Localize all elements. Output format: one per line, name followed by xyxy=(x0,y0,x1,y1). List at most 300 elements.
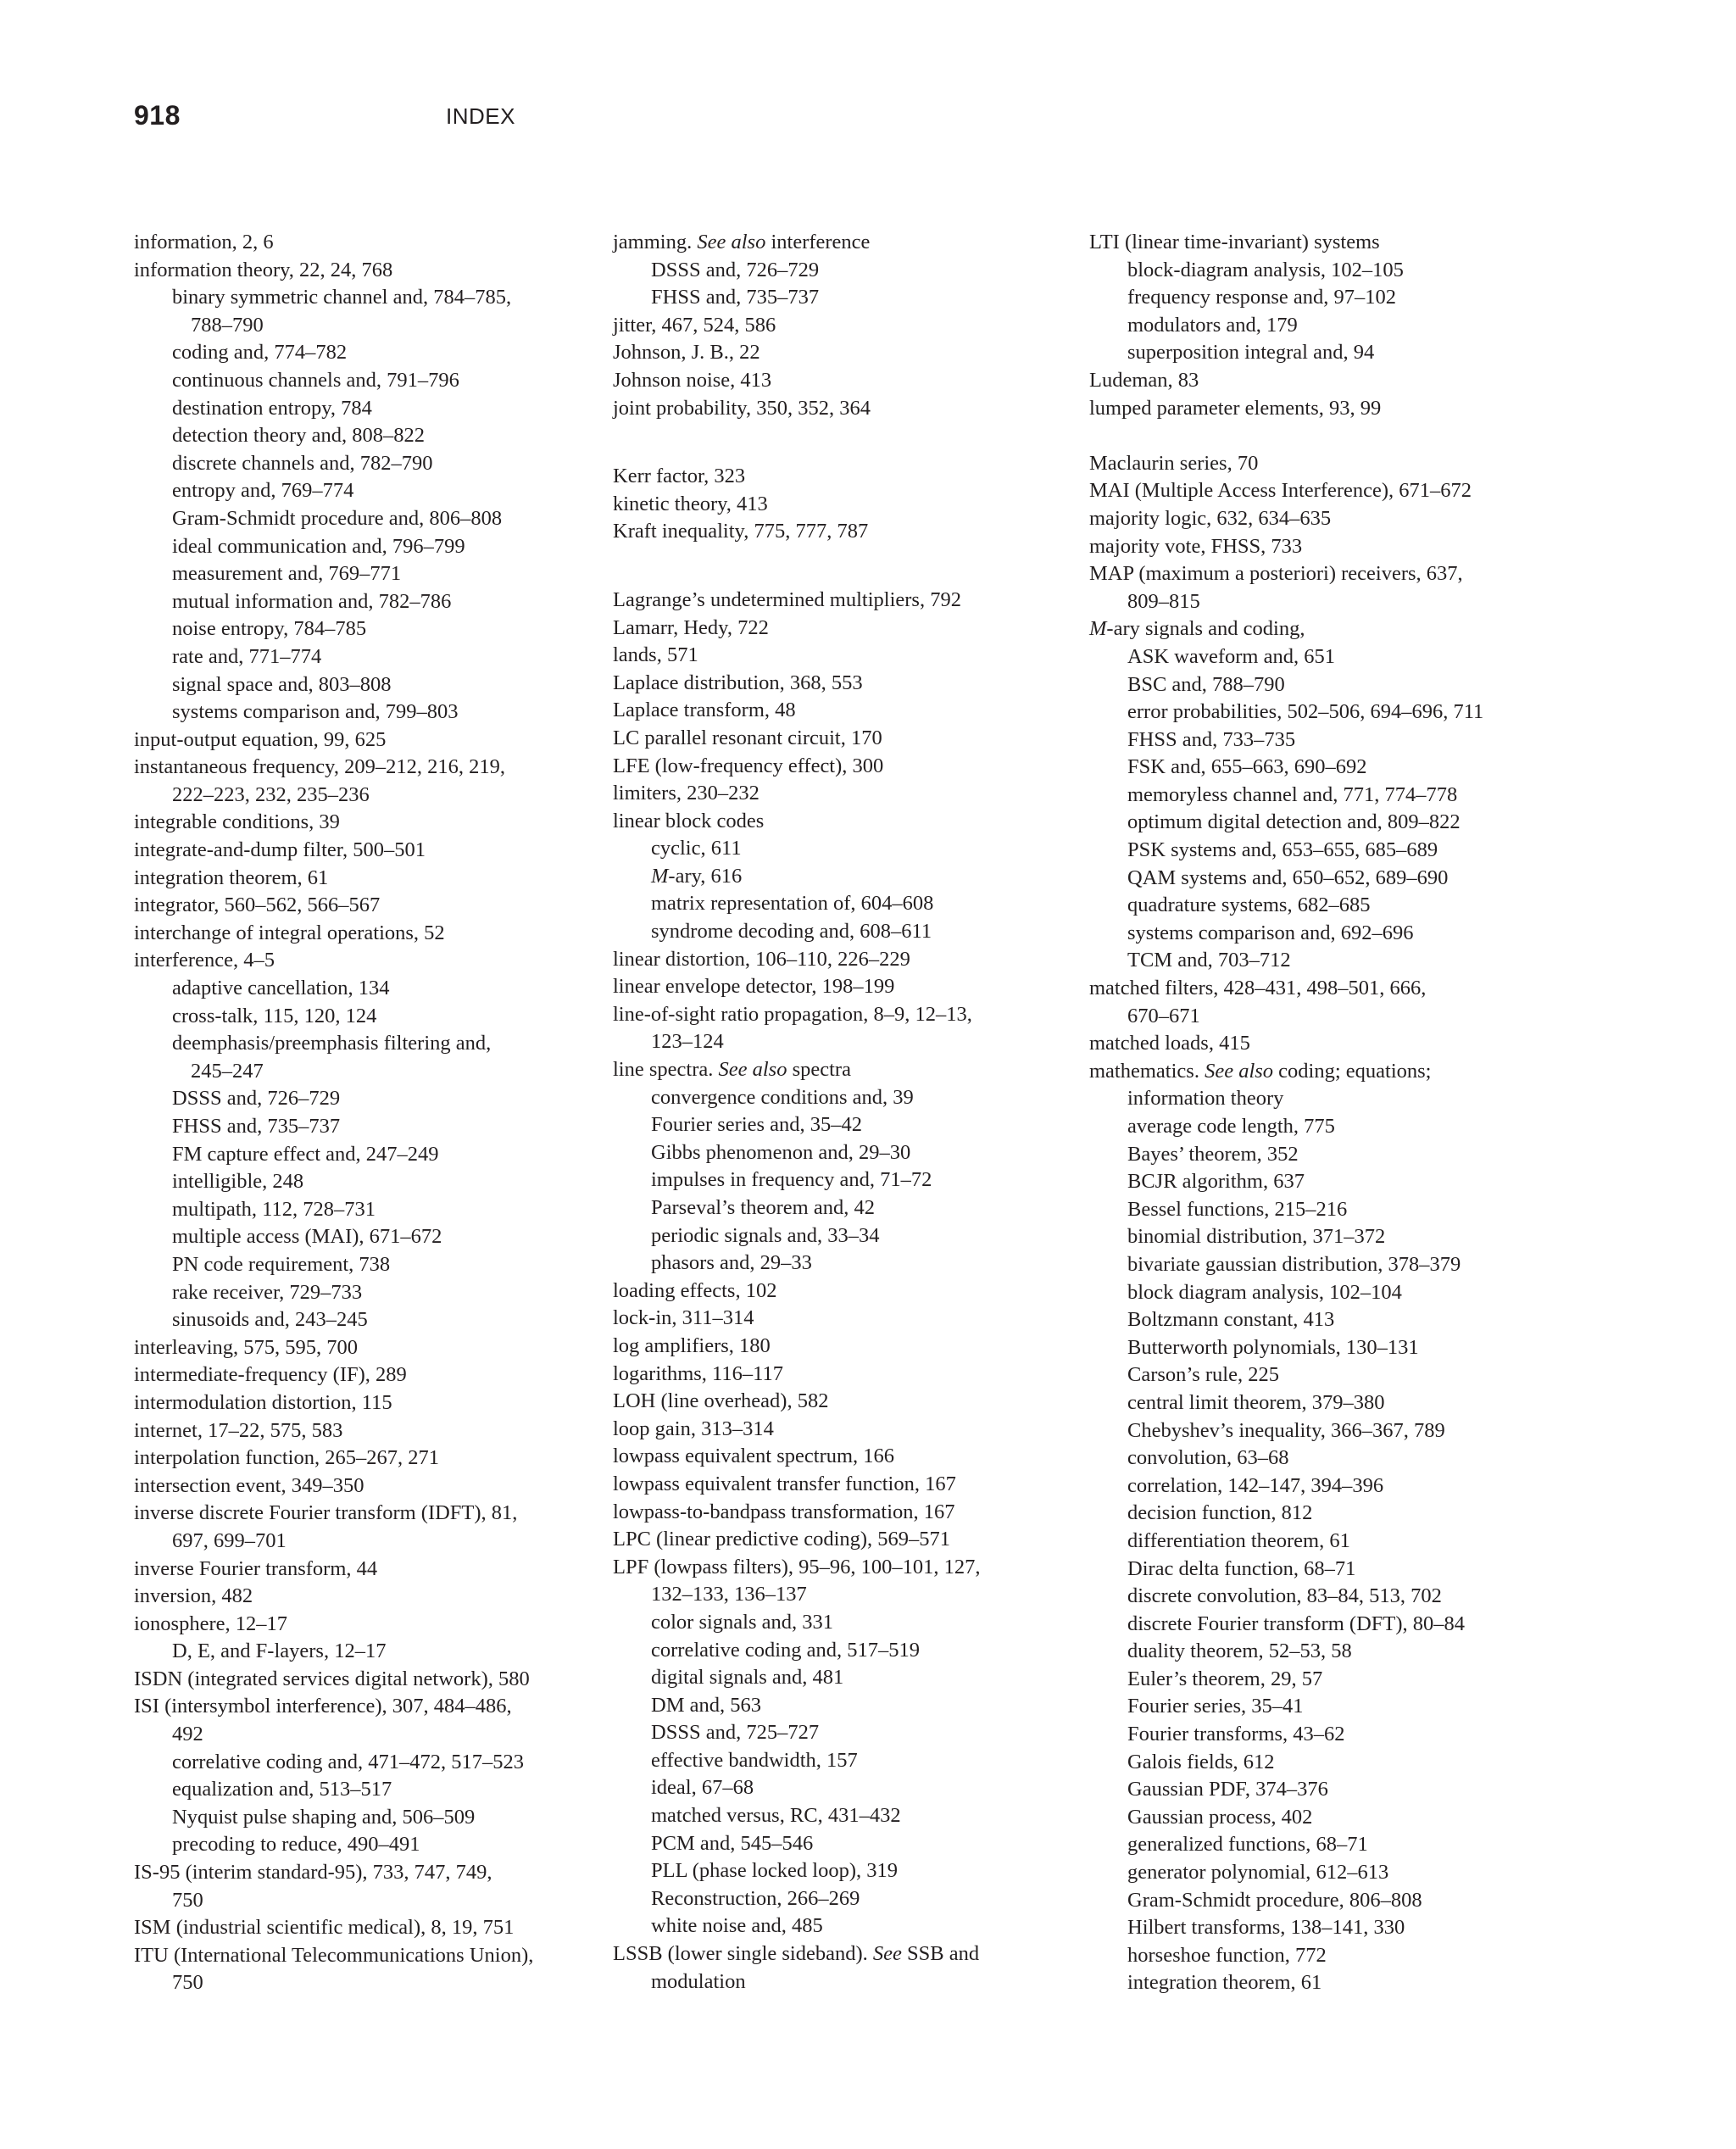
entry-text: DM and, 563 xyxy=(651,1693,761,1717)
index-subentry xyxy=(613,257,1071,285)
index-entry xyxy=(613,697,1071,725)
entry-text: intelligible, 248 xyxy=(172,1170,304,1194)
index-entry xyxy=(134,1361,592,1389)
index-subentry xyxy=(1089,1914,1598,1942)
entry-text: mathematics. xyxy=(1089,1059,1205,1083)
index-subentry xyxy=(613,1222,1071,1250)
entry-text: error probabilities, 502–506, 694–696, 711 xyxy=(1127,700,1484,724)
index-subentry xyxy=(1089,1776,1598,1804)
entry-text: deemphasis/preemphasis filtering and, xyxy=(172,1032,492,1055)
index-entry xyxy=(613,491,1071,519)
entry-text: LOH (line overhead), 582 xyxy=(613,1389,829,1413)
index-subentry xyxy=(134,450,592,478)
entry-continuation: 809–815 xyxy=(1127,589,1200,613)
index-entry xyxy=(134,1556,592,1584)
index-subentry xyxy=(134,1749,592,1777)
entry-text: PN code requirement, 738 xyxy=(172,1252,391,1276)
index-entry xyxy=(613,1056,1071,1084)
index-subentry xyxy=(134,1141,592,1169)
entry-text: loading effects, 102 xyxy=(613,1278,777,1302)
entry-text: periodic signals and, 33–34 xyxy=(651,1223,880,1247)
entry-text: color signals and, 331 xyxy=(651,1610,834,1634)
entry-continuation: modulation xyxy=(651,1969,746,1993)
index-entry xyxy=(134,892,592,920)
index-entry xyxy=(613,312,1071,340)
index-subentry xyxy=(1089,754,1598,782)
entry-text: block diagram analysis, 102–104 xyxy=(1127,1280,1402,1304)
index-subentry xyxy=(134,367,592,395)
index-entry xyxy=(134,754,592,809)
index-entry xyxy=(613,518,1071,546)
entry-text: integration theorem, 61 xyxy=(134,866,329,889)
entry-text: discrete convolution, 83–84, 513, 702 xyxy=(1127,1584,1442,1608)
entry-text: correlation, 142–147, 394–396 xyxy=(1127,1473,1384,1497)
index-subentry xyxy=(1089,1196,1598,1224)
index-entry xyxy=(134,1914,592,1942)
index-subentry xyxy=(134,975,592,1003)
entry-text: interleaving, 575, 595, 700 xyxy=(134,1335,359,1359)
entry-text: ISDN (integrated services digital network), 580 xyxy=(134,1667,530,1690)
entry-text: binomial distribution, 371–372 xyxy=(1127,1225,1386,1249)
entry-text: D, E, and F-layers, 12–17 xyxy=(172,1640,387,1663)
entry-text: lowpass equivalent spectrum, 166 xyxy=(613,1445,895,1468)
index-entry xyxy=(134,1693,592,1748)
entry-continuation: 697, 699–701 xyxy=(172,1528,287,1552)
entry-text: lowpass-to-bandpass transformation, 167 xyxy=(613,1500,955,1523)
entry-text: central limit theorem, 379–380 xyxy=(1127,1390,1385,1414)
index-subentry xyxy=(613,863,1071,891)
entry-text: modulators and, 179 xyxy=(1127,313,1298,337)
index-subentry xyxy=(134,1831,592,1859)
entry-text: integration theorem, 61 xyxy=(1127,1971,1322,1995)
index-subentry xyxy=(1089,865,1598,893)
index-subentry xyxy=(1089,1942,1598,1970)
index-entry xyxy=(134,727,592,754)
index-subentry xyxy=(613,1885,1071,1913)
entry-text: precoding to reduce, 490–491 xyxy=(172,1833,420,1857)
index-subentry xyxy=(1089,892,1598,920)
entry-text: Lamarr, Hedy, 722 xyxy=(613,615,769,639)
entry-text: equalization and, 513–517 xyxy=(172,1778,392,1801)
index-subentry xyxy=(1089,1223,1598,1251)
index-entry xyxy=(613,1471,1071,1499)
entry-text: integrable conditions, 39 xyxy=(134,810,340,834)
index-subentry xyxy=(134,1804,592,1832)
index-subentry xyxy=(134,671,592,699)
entry-text: lock-in, 311–314 xyxy=(613,1306,754,1330)
index-subentry xyxy=(1089,699,1598,727)
index-subentry xyxy=(134,1196,592,1224)
entry-continuation: 670–671 xyxy=(1127,1004,1200,1027)
entry-text: correlative coding and, 517–519 xyxy=(651,1638,921,1662)
entry-text: coding and, 774–782 xyxy=(172,341,348,365)
entry-text: frequency response and, 97–102 xyxy=(1127,286,1397,309)
index-entry xyxy=(1089,229,1598,257)
index-entry xyxy=(134,1445,592,1473)
index-entry xyxy=(134,1942,592,1997)
index-entry xyxy=(613,808,1071,836)
entry-text: IS-95 (interim standard-95), 733, 747, 749, xyxy=(134,1861,492,1885)
index-entry xyxy=(134,257,592,285)
index-entry xyxy=(613,587,1071,615)
index-subentry xyxy=(1089,1666,1598,1694)
entry-continuation: 788–790 xyxy=(191,313,264,337)
entry-text: signal space and, 803–808 xyxy=(172,672,392,696)
entry-text: DSSS and, 726–729 xyxy=(651,258,820,281)
entry-text: PCM and, 545–546 xyxy=(651,1831,814,1855)
entry-text: interpolation function, 265–267, 271 xyxy=(134,1446,439,1470)
entry-text: Parseval’s theorem and, 42 xyxy=(651,1196,875,1219)
index-entry xyxy=(134,1389,592,1417)
entry-text: phasors and, 29–33 xyxy=(651,1251,812,1275)
entry-text: sinusoids and, 243–245 xyxy=(172,1308,368,1332)
entry-text: white noise and, 485 xyxy=(651,1914,823,1938)
entry-text: log amplifiers, 180 xyxy=(613,1333,771,1357)
index-entry xyxy=(1089,975,1598,1030)
entry-text: superposition integral and, 94 xyxy=(1127,341,1375,365)
entry-text: interference xyxy=(765,231,871,253)
entry-text: FHSS and, 733–735 xyxy=(1127,727,1296,751)
index-subentry xyxy=(613,1139,1071,1167)
entry-text: SSB and xyxy=(901,1942,980,1966)
entry-text: integrate-and-dump filter, 500–501 xyxy=(134,838,426,862)
entry-text: interchange of integral operations, 52 xyxy=(134,921,445,944)
entry-text: matrix representation of, 604–608 xyxy=(651,892,934,916)
entry-text: block-diagram analysis, 102–105 xyxy=(1127,258,1404,281)
index-subentry xyxy=(613,1802,1071,1830)
index-subentry xyxy=(134,339,592,367)
index-subentry xyxy=(613,1194,1071,1222)
entry-text: LFE (low-frequency effect), 300 xyxy=(613,754,884,777)
entry-text: Gaussian PDF, 374–376 xyxy=(1127,1778,1328,1801)
entry-text: instantaneous frequency, 209–212, 216, 219, xyxy=(134,755,505,779)
italic-text: See also xyxy=(718,1058,787,1082)
entry-text: effective bandwidth, 157 xyxy=(651,1748,858,1772)
entry-text: DSSS and, 726–729 xyxy=(172,1087,341,1111)
entry-text: Fourier transforms, 43–62 xyxy=(1127,1723,1345,1746)
entry-text: PSK systems and, 653–655, 685–689 xyxy=(1127,838,1438,862)
entry-text: BCJR algorithm, 637 xyxy=(1127,1170,1305,1194)
index-subentry xyxy=(1089,1141,1598,1169)
entry-text: discrete channels and, 782–790 xyxy=(172,451,433,475)
entry-text: Boltzmann constant, 413 xyxy=(1127,1308,1335,1332)
entry-text: generator polynomial, 612–613 xyxy=(1127,1861,1389,1885)
entry-text: Galois fields, 612 xyxy=(1127,1750,1275,1773)
entry-text: cross-talk, 115, 120, 124 xyxy=(172,1004,377,1027)
entry-text: coding; equations; xyxy=(1273,1059,1432,1083)
index-entry xyxy=(1089,395,1598,423)
index-entry xyxy=(1089,477,1598,505)
entry-text: adaptive cancellation, 134 xyxy=(172,977,390,1000)
entry-text: Ludeman, 83 xyxy=(1089,368,1199,392)
index-entry xyxy=(134,947,592,975)
entry-text: Bessel functions, 215–216 xyxy=(1127,1197,1348,1221)
entry-text: convergence conditions and, 39 xyxy=(651,1085,914,1109)
entry-text: intermediate-frequency (IF), 289 xyxy=(134,1363,407,1387)
index-subentry xyxy=(1089,1887,1598,1915)
index-entry xyxy=(134,865,592,893)
italic-text: See also xyxy=(1205,1059,1274,1083)
index-subentry xyxy=(134,615,592,643)
index-entry xyxy=(613,1526,1071,1554)
index-subentry xyxy=(1089,1251,1598,1279)
entry-text: horseshoe function, 772 xyxy=(1127,1943,1327,1967)
index-entry xyxy=(613,1499,1071,1527)
letter-group-gap xyxy=(1089,422,1598,450)
entry-text: Gram-Schmidt procedure and, 806–808 xyxy=(172,506,503,530)
entry-text: generalized functions, 68–71 xyxy=(1127,1833,1368,1857)
entry-text: QAM systems and, 650–652, 689–690 xyxy=(1127,866,1449,889)
index-subentry xyxy=(1089,312,1598,340)
entry-text: decision function, 812 xyxy=(1127,1501,1313,1525)
entry-text: mutual information and, 782–786 xyxy=(172,589,452,613)
entry-text: Gibbs phenomenon and, 29–30 xyxy=(651,1140,911,1164)
index-entry xyxy=(613,339,1071,367)
index-subentry xyxy=(134,395,592,423)
index-subentry xyxy=(1089,782,1598,810)
index-entry xyxy=(613,670,1071,698)
entry-text: Gaussian process, 402 xyxy=(1127,1805,1313,1829)
entry-continuation: 123–124 xyxy=(651,1030,724,1054)
entry-text: FM capture effect and, 247–249 xyxy=(172,1142,439,1166)
entry-text: binary symmetric channel and, 784–785, xyxy=(172,286,512,309)
entry-text: Lagrange’s undetermined multipliers, 792 xyxy=(613,587,961,611)
index-subentry xyxy=(1089,339,1598,367)
index-subentry xyxy=(613,1637,1071,1665)
index-subentry xyxy=(1089,1473,1598,1500)
index-subentry xyxy=(134,505,592,533)
entry-text: Bayes’ theorem, 352 xyxy=(1127,1142,1299,1166)
entry-text: measurement and, 769–771 xyxy=(172,562,402,586)
index-entry xyxy=(613,1940,1071,1996)
index-subentry xyxy=(134,1776,592,1804)
entry-text: MAP (maximum a posteriori) receivers, 637, xyxy=(1089,562,1463,586)
index-subentry xyxy=(134,284,592,339)
entry-text: impulses in frequency and, 71–72 xyxy=(651,1168,932,1192)
entry-text: BSC and, 788–790 xyxy=(1127,672,1285,696)
index-subentry xyxy=(134,1030,592,1085)
entry-text: jamming. xyxy=(613,231,698,253)
index-entry xyxy=(134,1417,592,1445)
index-subentry xyxy=(613,918,1071,946)
entry-text: majority logic, 632, 634–635 xyxy=(1089,506,1332,530)
index-subentry xyxy=(134,1085,592,1113)
entry-text: intermodulation distortion, 115 xyxy=(134,1390,392,1414)
index-subentry xyxy=(1089,1361,1598,1389)
index-entry xyxy=(134,1859,592,1914)
italic-text: M xyxy=(651,864,669,888)
index-entry xyxy=(1089,615,1598,643)
index-subentry xyxy=(1089,1859,1598,1887)
index-subentry xyxy=(1089,671,1598,699)
entry-text: matched filters, 428–431, 498–501, 666, xyxy=(1089,977,1427,1000)
index-subentry xyxy=(613,1111,1071,1139)
entry-text: ASK waveform and, 651 xyxy=(1127,644,1335,668)
index-subentry xyxy=(134,1113,592,1141)
entry-text: kinetic theory, 413 xyxy=(613,492,768,515)
index-subentry xyxy=(134,1638,592,1666)
entry-text: matched versus, RC, 431–432 xyxy=(651,1804,901,1828)
index-entry xyxy=(613,1001,1071,1056)
index-subentry xyxy=(1089,1583,1598,1611)
entry-text: systems comparison and, 799–803 xyxy=(172,700,459,724)
index-subentry xyxy=(134,560,592,588)
index-subentry xyxy=(613,1830,1071,1858)
letter-group-gap xyxy=(613,546,1071,587)
entry-text: Kraft inequality, 775, 777, 787 xyxy=(613,520,869,543)
entry-text: Fourier series, 35–41 xyxy=(1127,1695,1304,1718)
entry-text: ideal, 67–68 xyxy=(651,1776,754,1800)
index-entry xyxy=(134,1473,592,1500)
index-subentry xyxy=(134,588,592,616)
entry-text: FHSS and, 735–737 xyxy=(651,286,820,309)
index-entry xyxy=(613,642,1071,670)
letter-group-gap xyxy=(613,422,1071,463)
entry-continuation: information theory xyxy=(1127,1087,1284,1111)
entry-text: matched loads, 415 xyxy=(1089,1032,1250,1055)
index-entry xyxy=(613,1333,1071,1361)
index-entry xyxy=(613,1443,1071,1471)
index-subentry xyxy=(613,1250,1071,1278)
entry-text: FSK and, 655–663, 690–692 xyxy=(1127,755,1367,779)
entry-text: PLL (phase locked loop), 319 xyxy=(651,1859,898,1883)
index-entry xyxy=(613,780,1071,808)
index-entry xyxy=(613,946,1071,974)
index-subentry xyxy=(1089,1556,1598,1584)
index-entry xyxy=(613,367,1071,395)
index-subentry xyxy=(1089,947,1598,975)
entry-text: multiple access (MAI), 671–672 xyxy=(172,1225,442,1249)
index-entry xyxy=(1089,1030,1598,1058)
entry-continuation: 222–223, 232, 235–236 xyxy=(172,782,370,806)
entry-text: quadrature systems, 682–685 xyxy=(1127,894,1371,917)
index-subentry xyxy=(1089,1279,1598,1307)
entry-text: loop gain, 313–314 xyxy=(613,1417,774,1440)
entry-text: logarithms, 116–117 xyxy=(613,1361,783,1385)
entry-text: interference, 4–5 xyxy=(134,949,275,972)
italic-text: M xyxy=(1089,617,1107,641)
index-subentry xyxy=(613,1084,1071,1112)
entry-text: integrator, 560–562, 566–567 xyxy=(134,894,381,917)
index-entry xyxy=(613,753,1071,781)
index-subentry xyxy=(134,643,592,671)
index-entry xyxy=(134,809,592,837)
entry-text: Johnson, J. B., 22 xyxy=(613,341,760,365)
entry-text: destination entropy, 784 xyxy=(172,396,372,420)
entry-text: input-output equation, 99, 625 xyxy=(134,727,387,751)
index-entry xyxy=(134,837,592,865)
index-subentry xyxy=(613,1166,1071,1194)
index-entry xyxy=(613,1416,1071,1444)
italic-text: See also xyxy=(697,231,766,253)
entry-text: convolution, 63–68 xyxy=(1127,1446,1289,1470)
index-entry xyxy=(134,1583,592,1611)
index-entry xyxy=(613,1278,1071,1306)
entry-text: LC parallel resonant circuit, 170 xyxy=(613,726,882,749)
entry-text: Laplace distribution, 368, 553 xyxy=(613,671,863,694)
entry-continuation: 245–247 xyxy=(191,1059,264,1083)
entry-text: Laplace transform, 48 xyxy=(613,699,796,722)
index-subentry xyxy=(134,477,592,505)
entry-text: linear distortion, 106–110, 226–229 xyxy=(613,947,910,971)
entry-text: discrete Fourier transform (DFT), 80–84 xyxy=(1127,1612,1466,1635)
index-column-3 xyxy=(1089,229,1598,1997)
index-subentry xyxy=(1089,1749,1598,1777)
index-subentry xyxy=(613,1912,1071,1940)
entry-text: LTI (linear time-invariant) systems xyxy=(1089,231,1380,253)
entry-text: LSSB (lower single sideband). xyxy=(613,1942,873,1966)
index-subentry xyxy=(134,1003,592,1031)
entry-text: ITU (International Telecommunications Union), xyxy=(134,1943,534,1967)
entry-text: jitter, 467, 524, 586 xyxy=(613,313,776,337)
index-entry xyxy=(1089,533,1598,561)
entry-text: ISM (industrial scientific medical), 8, 19, 751 xyxy=(134,1916,515,1940)
entry-text: multipath, 112, 728–731 xyxy=(172,1197,376,1221)
entry-text: Dirac delta function, 68–71 xyxy=(1127,1556,1356,1580)
index-subentry xyxy=(1089,1417,1598,1445)
index-subentry xyxy=(613,1719,1071,1747)
entry-text: rake receiver, 729–733 xyxy=(172,1280,363,1304)
running-head: INDEX xyxy=(446,103,515,129)
index-entry xyxy=(134,229,592,257)
entry-text: limiters, 230–232 xyxy=(613,782,760,805)
entry-text: TCM and, 703–712 xyxy=(1127,949,1291,972)
index-subentry xyxy=(613,284,1071,312)
entry-text: Euler’s theorem, 29, 57 xyxy=(1127,1667,1323,1690)
entry-text: lands, 571 xyxy=(613,643,698,667)
entry-text: syndrome decoding and, 608–611 xyxy=(651,920,932,944)
italic-text: See xyxy=(872,1942,902,1966)
entry-text: FHSS and, 735–737 xyxy=(172,1115,341,1138)
entry-text: Chebyshev’s inequality, 366–367, 789 xyxy=(1127,1418,1445,1442)
entry-text: -ary signals and coding, xyxy=(1106,617,1305,641)
index-subentry xyxy=(134,533,592,561)
index-subentry xyxy=(1089,809,1598,837)
entry-text: information theory, 22, 24, 768 xyxy=(134,258,393,281)
index-subentry xyxy=(134,1306,592,1334)
index-column-2 xyxy=(613,229,1071,1996)
entry-text: Maclaurin series, 70 xyxy=(1089,451,1259,475)
index-entry xyxy=(613,973,1071,1001)
entry-text: Carson’s rule, 225 xyxy=(1127,1363,1279,1387)
entry-continuation: 132–133, 136–137 xyxy=(651,1583,807,1606)
index-entry xyxy=(613,1361,1071,1389)
entry-continuation: 750 xyxy=(172,1888,203,1912)
index-subentry xyxy=(1089,1306,1598,1334)
entry-text: LPF (lowpass filters), 95–96, 100–101, 127, xyxy=(613,1555,981,1578)
index-subentry xyxy=(1089,727,1598,754)
page-number: 918 xyxy=(134,100,181,131)
index-subentry xyxy=(1089,920,1598,948)
index-entry xyxy=(1089,367,1598,395)
index-subentry xyxy=(613,1747,1071,1775)
entry-text: lumped parameter elements, 93, 99 xyxy=(1089,396,1382,420)
index-subentry xyxy=(1089,1721,1598,1749)
index-entry xyxy=(1089,450,1598,478)
entry-text: ionosphere, 12–17 xyxy=(134,1612,287,1635)
entry-text: lowpass equivalent transfer function, 167 xyxy=(613,1472,956,1495)
index-subentry xyxy=(1089,1445,1598,1473)
entry-text: differentiation theorem, 61 xyxy=(1127,1528,1350,1552)
entry-text: bivariate gaussian distribution, 378–379 xyxy=(1127,1252,1461,1276)
index-entry xyxy=(613,463,1071,491)
entry-text: noise entropy, 784–785 xyxy=(172,617,367,641)
index-subentry xyxy=(1089,1638,1598,1666)
index-subentry xyxy=(613,1692,1071,1720)
index-subentry xyxy=(1089,837,1598,865)
index-subentry xyxy=(613,1609,1071,1637)
entry-text: joint probability, 350, 352, 364 xyxy=(613,396,871,420)
